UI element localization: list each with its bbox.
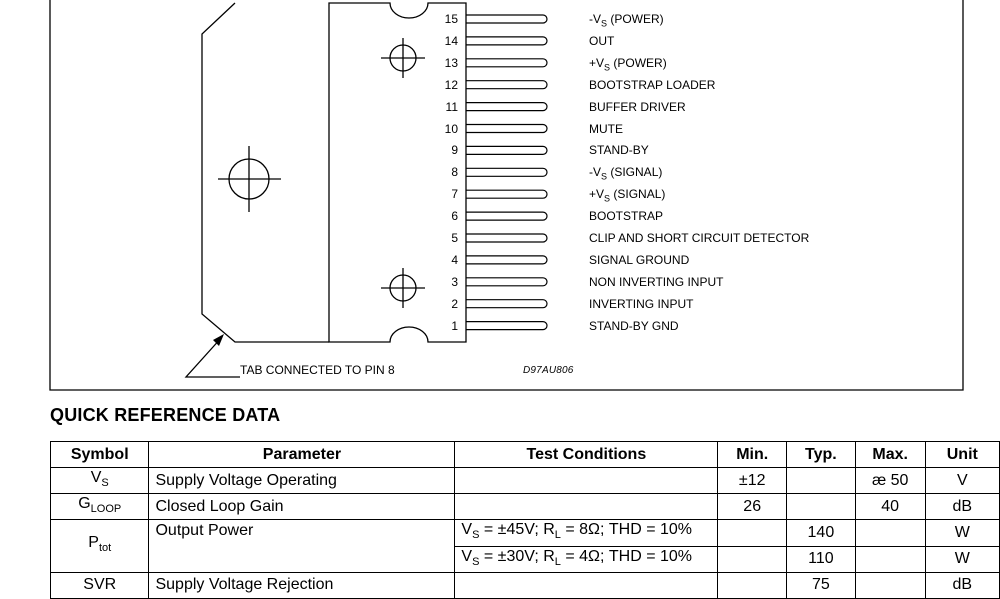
pin-lead — [466, 278, 547, 286]
cond-text: = 8Ω; THD = 10% — [560, 521, 693, 539]
pin-lead — [466, 168, 547, 176]
cell-conditions — [455, 468, 718, 494]
symbol-sub: S — [101, 477, 109, 490]
table-row-vs — [51, 468, 1000, 494]
cell-parameter: Supply Voltage Operating — [149, 468, 455, 494]
header-symbol: Symbol — [51, 442, 149, 468]
cell-typ — [787, 468, 856, 494]
header-unit: Unit — [925, 442, 999, 468]
mounting-hole-center — [218, 146, 281, 212]
cond-sub: S — [472, 555, 480, 568]
symbol-main: G — [78, 495, 91, 513]
cell-max — [855, 520, 925, 546]
cell-typ — [787, 494, 856, 520]
cell-parameter: Supply Voltage Rejection — [149, 572, 455, 598]
section-title: QUICK REFERENCE DATA — [50, 405, 281, 425]
pin-label-text: STAND-BY GND — [589, 318, 679, 333]
cell-conditions — [455, 546, 718, 572]
pin-number: 11 — [445, 99, 458, 114]
header-test-conditions: Test Conditions — [455, 442, 718, 468]
cell-min — [718, 546, 787, 572]
pin-label-sub: S — [601, 171, 608, 182]
header-typ: Typ. — [787, 442, 856, 468]
pin-label-sub: S — [601, 18, 608, 29]
pin-number: 3 — [451, 274, 458, 289]
cell-min: 26 — [718, 494, 787, 520]
pin-lead — [466, 59, 547, 67]
cell-max — [855, 546, 925, 572]
pin-label-text: -V — [589, 165, 601, 180]
cond-text: = ±30V; R — [479, 547, 555, 565]
pin-label — [589, 34, 614, 52]
cell-symbol — [51, 468, 149, 494]
pin-label — [589, 275, 723, 293]
pin-label-sub: S — [604, 193, 611, 204]
cond-text: = 4Ω; THD = 10% — [560, 547, 693, 565]
pin-label-text: STAND-BY — [589, 143, 649, 158]
cell-unit: W — [925, 520, 999, 546]
cell-conditions — [455, 572, 718, 598]
cell-max — [855, 572, 925, 598]
pin-label-suffix: (SIGNAL) — [607, 165, 663, 180]
mounting-hole-bottom — [381, 268, 425, 308]
cell-symbol — [51, 494, 149, 520]
pin-label-text: SIGNAL GROUND — [589, 252, 690, 267]
pin-label-text: +V — [589, 187, 605, 202]
cell-unit: V — [925, 468, 999, 494]
pin-number: 10 — [444, 121, 458, 136]
pin-label-text: -V — [589, 12, 601, 26]
header-parameter: Parameter — [149, 442, 455, 468]
package-tab — [202, 3, 329, 342]
cell-parameter: Closed Loop Gain — [149, 494, 455, 520]
cell-max: 40 — [855, 494, 925, 520]
pin-number: 8 — [451, 165, 458, 180]
pin-label-text: INVERTING INPUT — [589, 296, 694, 311]
pin-label-text: CLIP AND SHORT CIRCUIT DETECTOR — [589, 231, 810, 245]
drawing-code: D97AU806 — [523, 365, 574, 376]
mounting-hole-top — [381, 38, 425, 78]
cell-typ: 75 — [787, 572, 856, 598]
cond-sub: L — [554, 555, 561, 568]
pin-lead — [466, 212, 547, 220]
table-row-gloop — [51, 494, 1000, 520]
tab-arrow-leader — [186, 337, 240, 377]
cell-typ: 110 — [787, 546, 856, 572]
cell-min — [718, 520, 787, 546]
cond-text: V — [461, 521, 473, 539]
pin-label-text: BOOTSTRAP — [589, 209, 664, 224]
pin-lead — [466, 190, 547, 198]
cell-unit: dB — [925, 494, 999, 520]
table-row-ptot-1 — [51, 520, 1000, 546]
cond-text: = ±45V; R — [479, 521, 555, 539]
cell-symbol — [51, 520, 149, 572]
pin-lead — [466, 125, 547, 133]
cell-conditions — [455, 494, 718, 520]
pin-number: 4 — [451, 252, 458, 267]
pin-label-text: BUFFER DRIVER — [589, 99, 686, 114]
pin-lead — [466, 37, 547, 45]
cell-typ: 140 — [787, 520, 856, 546]
pin-label — [589, 78, 715, 96]
symbol-sub: tot — [98, 542, 112, 555]
quick-reference-table — [50, 441, 1000, 599]
pin-number: 2 — [451, 296, 458, 311]
pin-label — [589, 297, 693, 315]
cell-conditions — [455, 520, 718, 546]
pin-label — [589, 319, 679, 337]
pin-number: 14 — [444, 33, 458, 48]
pin-number: 1 — [451, 318, 458, 333]
table-row-svr — [51, 572, 1000, 598]
pin-lead — [466, 103, 547, 111]
pin-lead — [466, 81, 547, 89]
pin-number: 15 — [444, 12, 458, 26]
cell-min: ±12 — [718, 468, 787, 494]
pin-label-text: +V — [589, 55, 605, 70]
symbol-sub: LOOP — [90, 503, 122, 516]
table-header-row — [51, 442, 1000, 468]
pin-number: 12 — [444, 77, 458, 92]
cell-parameter: Output Power — [149, 520, 455, 572]
pin-label-suffix: (SIGNAL) — [610, 187, 666, 202]
pin-lead — [466, 256, 547, 264]
header-max: Max. — [855, 442, 925, 468]
pin-lead — [466, 146, 547, 154]
pin-label — [589, 122, 623, 140]
symbol-main: P — [88, 534, 99, 552]
pin-number: 5 — [451, 231, 458, 245]
cond-sub: L — [554, 529, 561, 542]
pin-label-text: OUT — [589, 33, 615, 48]
pin-label-suffix: (POWER) — [607, 12, 664, 26]
tab-note: TAB CONNECTED TO PIN 8 — [240, 363, 395, 377]
pin-label — [589, 143, 649, 161]
pin-label — [589, 187, 665, 205]
pin-label-text: MUTE — [589, 121, 623, 136]
pin-label-sub: S — [604, 62, 611, 73]
pin-lead — [466, 15, 547, 23]
pin-label — [589, 231, 809, 249]
pin-number: 9 — [451, 143, 458, 158]
pin-lead — [466, 234, 547, 242]
pin-lead — [466, 300, 547, 308]
cell-symbol: SVR — [51, 572, 149, 598]
cond-text: V — [461, 547, 473, 565]
pin-label — [589, 209, 663, 227]
pin-label-text: NON INVERTING INPUT — [589, 274, 724, 289]
pin-label — [589, 165, 662, 183]
cell-unit: dB — [925, 572, 999, 598]
pin-label-suffix: (POWER) — [610, 55, 667, 70]
cell-max: æ 50 — [855, 468, 925, 494]
pin-lead — [466, 322, 547, 330]
cell-min — [718, 572, 787, 598]
pin-number: 6 — [451, 209, 458, 224]
pin-label — [589, 253, 689, 271]
symbol-main: V — [90, 469, 102, 486]
pin-number: 7 — [451, 187, 458, 202]
pin-label-text: BOOTSTRAP LOADER — [589, 77, 716, 92]
cond-sub: S — [472, 529, 480, 542]
cell-unit: W — [925, 546, 999, 572]
header-min: Min. — [718, 442, 787, 468]
pin-label — [589, 12, 664, 30]
pin-label — [589, 100, 686, 118]
pin-number: 13 — [444, 55, 458, 70]
pin-label — [589, 56, 667, 74]
